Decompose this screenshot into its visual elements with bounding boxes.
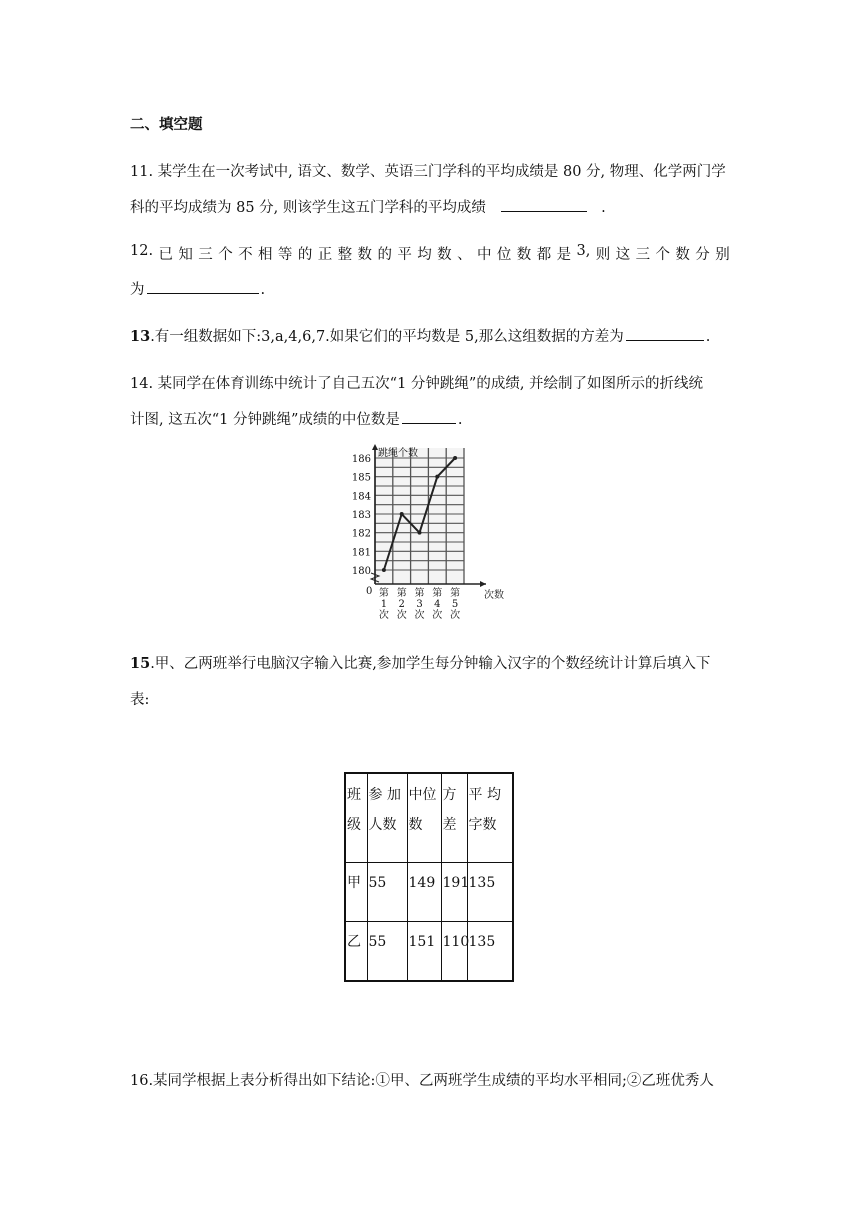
question-14-line-2 — [130, 408, 463, 429]
y-tick-label: 181 — [351, 547, 371, 559]
data-point — [435, 475, 439, 479]
question-12-line-2 — [130, 278, 265, 299]
table-row — [345, 863, 513, 922]
question-12-word: 个 — [655, 247, 670, 263]
origin-label: 0 — [366, 586, 373, 597]
x-tick-label: 第 — [396, 588, 407, 599]
table-header-row — [345, 773, 513, 863]
table-cell: 191 — [441, 863, 467, 922]
data-point — [382, 568, 386, 572]
header-cell-median: 中位 数 — [407, 773, 441, 863]
question-12-word: 整 — [337, 247, 353, 263]
table-cell: 55 — [367, 863, 407, 922]
question-12-word: 、 — [457, 247, 472, 263]
x-tick-label: 5 — [451, 599, 459, 610]
question-12-word: 三 — [635, 247, 651, 263]
question-14-text: 计图, 这五次“1 分钟跳绳”成绩的中位数是 — [130, 412, 400, 428]
answer-blank-12[interactable] — [147, 279, 259, 294]
question-13 — [130, 325, 710, 346]
question-11-text: 科的平均成绩为 85 分, 则该学生这五门学科的平均成绩 — [130, 200, 486, 216]
y-tick-label: 180 — [351, 566, 371, 577]
table-cell: 55 — [367, 922, 407, 982]
table-row — [345, 922, 513, 982]
question-16-line-1: 16.某同学根据上表分析得出如下结论:①甲、乙两班学生成绩的平均水平相同;②乙班优秀人 — [130, 1073, 714, 1089]
y-axis-label: 跳绳个数 — [378, 448, 418, 459]
question-12-word: 正 — [317, 247, 333, 263]
x-tick-label: 3 — [416, 599, 423, 610]
header-cell-participants: 参 加 人数 — [367, 773, 407, 863]
answer-blank-11[interactable] — [501, 197, 587, 212]
data-point — [453, 456, 457, 460]
question-12-word: 12. — [130, 243, 154, 259]
question-12-word: 相 — [258, 247, 273, 263]
question-12-word: 则 — [595, 247, 611, 263]
line-chart — [340, 444, 510, 628]
question-12-word: 别 — [715, 247, 730, 263]
x-axis-label: 次数 — [484, 590, 504, 601]
question-12-end: . — [260, 282, 266, 298]
x-tick-label: 第 — [414, 588, 425, 599]
header-cell-average: 平 均 字数 — [467, 773, 513, 863]
question-12-word: 数 — [437, 247, 452, 263]
question-11-end: . — [601, 200, 606, 216]
x-tick-label: 次 — [450, 610, 461, 621]
table-cell: 135 — [467, 863, 513, 922]
question-12-word: 已 — [158, 247, 173, 263]
question-11-line-1: 11. 某学生在一次考试中, 语文、数学、英语三门学科的平均成绩是 80 分, 物理、化学两门学 — [130, 164, 726, 180]
question-12-word: 数 — [675, 247, 690, 263]
question-12-word: 不 — [238, 247, 253, 263]
table-cell: 甲 — [345, 863, 367, 922]
table-cell: 151 — [407, 922, 441, 982]
question-12-word: 这 — [615, 247, 631, 263]
x-tick-label: 次 — [378, 610, 389, 621]
answer-blank-13[interactable] — [626, 326, 704, 341]
question-12-word: 均 — [417, 247, 432, 263]
x-tick-label: 2 — [398, 599, 405, 610]
table-cell: 110 — [441, 922, 467, 982]
question-13-number: 13 — [130, 328, 151, 345]
header-cell-class: 班 级 — [345, 773, 367, 863]
question-12-word: 的 — [297, 247, 313, 263]
question-12-word: 数 — [357, 247, 373, 263]
question-12-line-1 — [130, 243, 730, 264]
x-axis-arrow — [480, 581, 486, 587]
table-cell: 135 — [467, 922, 513, 982]
question-11-line-2 — [130, 196, 606, 217]
y-tick-label: 182 — [351, 528, 371, 540]
data-point — [418, 531, 422, 535]
question-12-word: 3, — [576, 243, 591, 259]
table-cell: 149 — [407, 863, 441, 922]
x-tick-label: 4 — [434, 599, 441, 610]
y-tick-label: 186 — [351, 454, 371, 465]
table-cell: 乙 — [345, 922, 367, 982]
score-table — [344, 772, 514, 982]
question-12-word: 平 — [397, 247, 412, 263]
x-tick-label: 第 — [450, 588, 461, 599]
question-12-word: 知 — [178, 247, 193, 263]
question-15-number: 15 — [130, 655, 151, 672]
question-12-word: 三 — [198, 247, 213, 263]
question-12-word: 等 — [277, 247, 293, 263]
answer-blank-14[interactable] — [402, 409, 456, 424]
question-12-word: 数 — [516, 247, 532, 263]
x-tick-label: 次 — [414, 610, 425, 621]
plot-area — [375, 448, 464, 584]
y-tick-label: 185 — [351, 472, 371, 484]
question-13-end: . — [705, 329, 711, 345]
question-15-text: .甲、乙两班举行电脑汉字输入比赛,参加学生每分钟输入汉字的个数经统计计算后填入下 — [150, 656, 711, 672]
x-tick-label: 1 — [380, 599, 388, 610]
x-tick-label: 第 — [432, 588, 443, 599]
question-15-line-1 — [130, 652, 710, 673]
data-point — [400, 512, 404, 516]
question-12-word: 是 — [556, 247, 572, 263]
question-12-word: 都 — [536, 247, 552, 263]
y-tick-label: 183 — [351, 510, 371, 521]
x-tick-label: 第 — [378, 588, 389, 599]
question-12-text: 为 — [130, 282, 145, 298]
question-14-end: . — [457, 412, 463, 428]
question-12-word: 个 — [218, 247, 233, 263]
question-12-word: 中 — [476, 247, 492, 263]
y-tick-label: 184 — [351, 491, 371, 503]
question-12-word: 位 — [496, 247, 512, 263]
question-12-word: 分 — [695, 247, 710, 263]
x-tick-label: 次 — [432, 610, 443, 621]
question-12-word: 的 — [377, 247, 392, 263]
section-title: 二、填空题 — [130, 116, 203, 133]
header-cell-variance: 方 差 — [441, 773, 467, 863]
x-tick-label: 次 — [396, 610, 407, 621]
question-13-text: .有一组数据如下:3,a,4,6,7.如果它们的平均数是 5,那么这组数据的方差为 — [150, 329, 624, 345]
question-15-line-2: 表: — [130, 692, 150, 708]
question-14-line-1: 14. 某同学在体育训练中统计了自己五次“1 分钟跳绳”的成绩, 并绘制了如图所示的折线统 — [130, 376, 704, 392]
